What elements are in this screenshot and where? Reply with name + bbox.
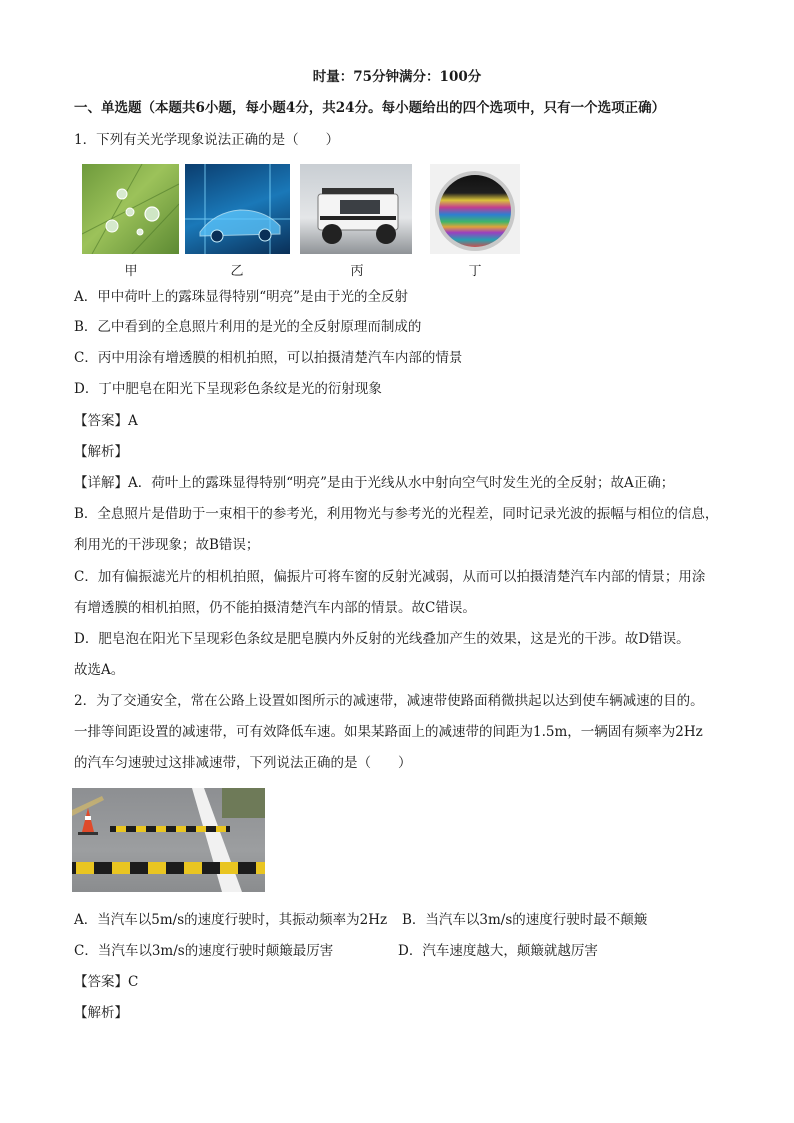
q2-option-b: B．当汽车以3m/s的速度行驶时最不颠簸	[402, 912, 648, 928]
q1-detail-line: B．全息照片是借助于一束相干的参考光，利用物光与参考光的光程差，同时记录光波的振幅与相位的信息，	[74, 506, 719, 522]
caption-yi: 乙	[230, 264, 244, 279]
q1-analysis-label: 【解析】	[74, 444, 128, 460]
q1-option-a: A．甲中荷叶上的露珠显得特别“明亮”是由于光的全反射	[74, 289, 409, 305]
q1-option-b: B．乙中看到的全息照片利用的是光的全反射原理而制成的	[74, 319, 422, 335]
q2-stem-line: 2．为了交通安全，常在公路上设置如图所示的减速带，减速带使路面稍微拱起以达到使车辆减速的目的。	[74, 693, 704, 709]
jeep-image	[300, 164, 412, 254]
section-heading: 一、单选题（本题共6小题，每小题4分，共24分。每小题给出的四个选项中，只有一个选项正确）	[74, 100, 666, 116]
q1-detail-line: 【详解】A．荷叶上的露珠显得特别“明亮”是由于光线从水中射向空气时发生光的全反射；故A正确；	[74, 475, 675, 491]
caption-bing: 丙	[350, 264, 364, 279]
lotus-leaf-dew-image	[82, 164, 179, 254]
q2-stem-line: 的汽车匀速驶过这排减速带，下列说法正确的是（ ）	[74, 755, 412, 771]
q1-detail-line: 故选A。	[74, 662, 125, 678]
q1-stem: 1．下列有关光学现象说法正确的是（ ）	[74, 132, 340, 148]
q1-detail-line: C．加有偏振滤光片的相机拍照，偏振片可将车窗的反射光减弱，从而可以拍摄清楚汽车内部的情景；用涂	[74, 569, 706, 585]
q2-option-a: A．当汽车以5m/s的速度行驶时，其振动频率为2Hz	[74, 912, 388, 928]
q2-answer: 【答案】C	[74, 974, 139, 990]
caption-ding: 丁	[468, 264, 482, 279]
q1-answer: 【答案】A	[74, 413, 138, 429]
q2-option-d: D．汽车速度越大，颠簸就越厉害	[398, 943, 598, 959]
caption-jia: 甲	[124, 264, 138, 279]
speed-bump-image	[72, 788, 265, 892]
q1-detail-line: 有增透膜的相机拍照，仍不能拍摄清楚汽车内部的情景。故C错误。	[74, 600, 476, 616]
hologram-car-image	[185, 164, 290, 254]
exam-header: 时量：75分钟满分：100分	[312, 69, 482, 85]
q1-detail-line: 利用光的干涉现象；故B错误；	[74, 537, 260, 553]
soap-film-image	[430, 164, 520, 254]
q2-stem-line: 一排等间距设置的减速带，可有效降低车速。如果某路面上的减速带的间距为1.5m，一辆固有频率为2Hz	[74, 724, 703, 740]
q1-option-c: C．丙中用涂有增透膜的相机拍照，可以拍摄清楚汽车内部的情景	[74, 350, 463, 366]
q1-detail-line: D．肥皂泡在阳光下呈现彩色条纹是肥皂膜内外反射的光线叠加产生的效果，这是光的干涉。故D错误。	[74, 631, 690, 647]
q1-option-d: D．丁中肥皂在阳光下呈现彩色条纹是光的衍射现象	[74, 381, 382, 397]
q2-analysis-label: 【解析】	[74, 1005, 128, 1021]
q2-option-c: C．当汽车以3m/s的速度行驶时颠簸最厉害	[74, 943, 334, 959]
